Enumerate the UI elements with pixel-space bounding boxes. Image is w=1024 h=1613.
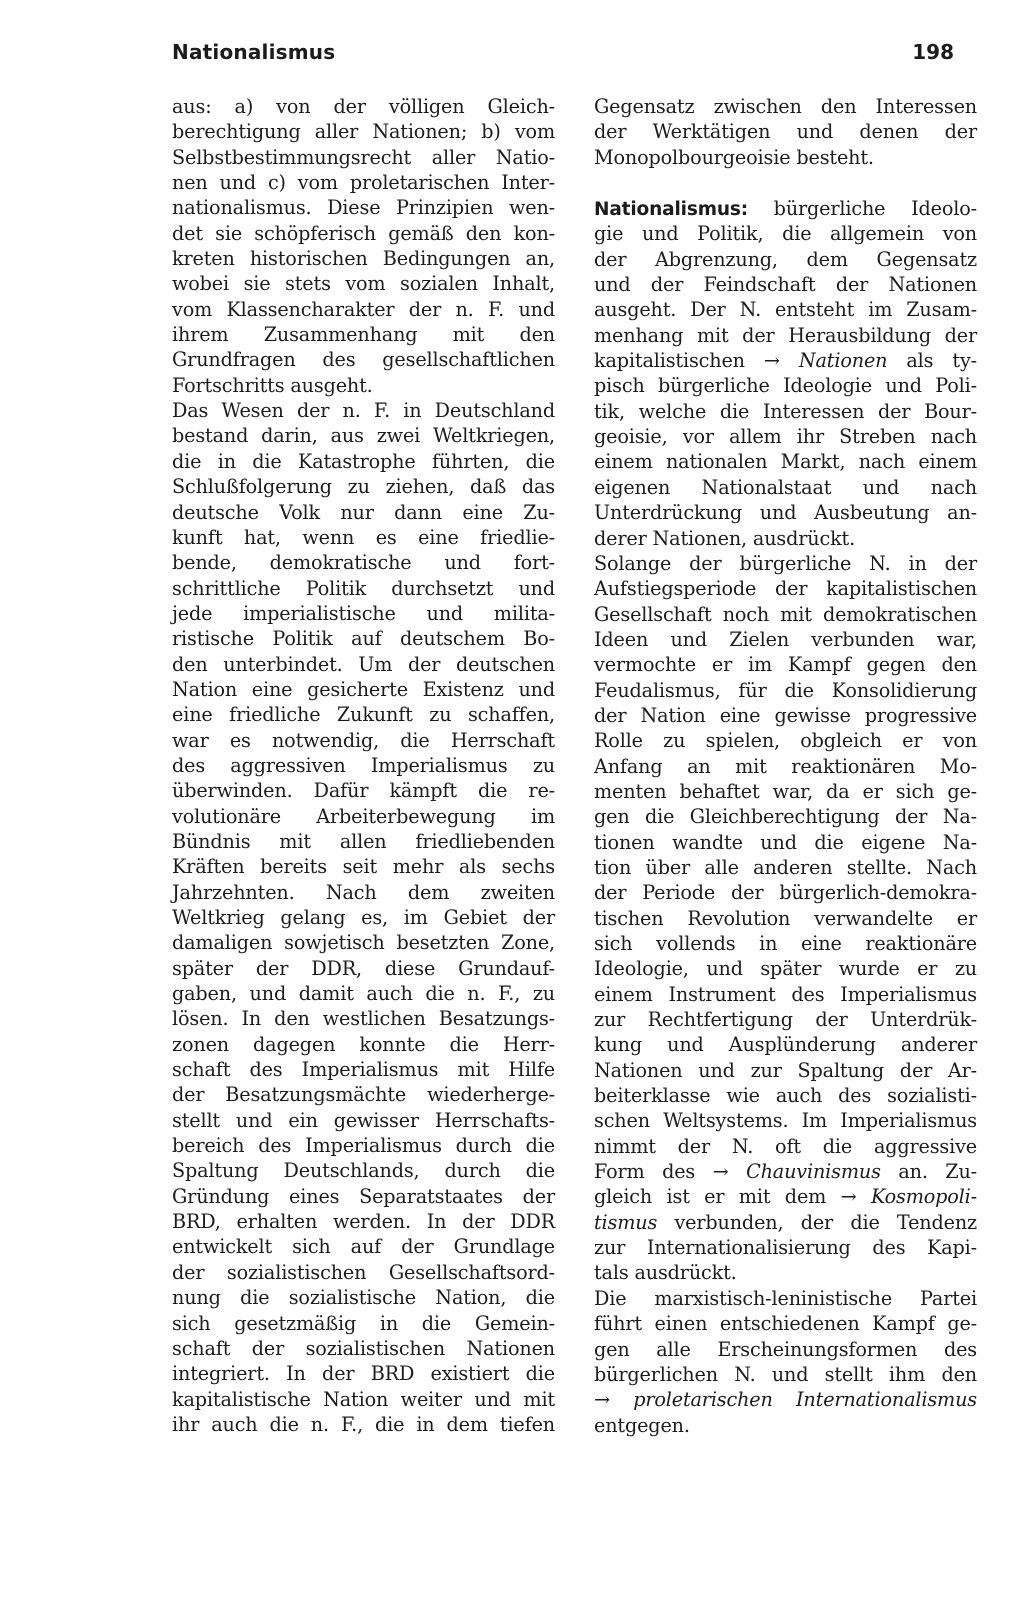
text-segment: Form des → [594, 1160, 747, 1184]
text-line: det sie schöpferisch gemäß den kon- [172, 221, 555, 245]
text-line: nen und c) vom proletarischen Inter- [172, 171, 555, 195]
text-line: zur Internationalisierung des Kapi- [594, 1236, 977, 1260]
text-line: wobei sie stets vom sozialen Inhalt, [172, 272, 555, 296]
text-line: menhang mit der Herausbildung der [594, 323, 977, 347]
text-line: den unterbindet. Um der deutschen [172, 652, 555, 676]
entry-term: Nationalismus: [594, 199, 748, 221]
cross-reference-chauvinismus[interactable]: Chauvinismus [746, 1160, 881, 1184]
text-segment: → [594, 1388, 634, 1412]
text-line: einem Instrument des Imperialismus [594, 982, 977, 1006]
cross-reference-kosmopolitismus-cont[interactable]: tismus [594, 1210, 658, 1234]
text-line: vom Klassencharakter der n. F. und [172, 297, 555, 321]
text-line: der Nation eine gewisse progressive [594, 703, 977, 727]
text-line: nimmt der N. oft die aggressive [594, 1134, 977, 1158]
text-line: volutionäre Arbeiterbewegung im [172, 804, 555, 828]
text-line: tik, welche die Interessen der Bour- [594, 399, 977, 423]
page-header-title: Nationalismus [172, 40, 336, 64]
cross-reference-proletarischer-internationalismus[interactable]: proletarischen Internationalismus [633, 1388, 977, 1412]
text-line [594, 1184, 977, 1209]
text-line: beiterklasse wie auch des sozialisti- [594, 1084, 977, 1108]
text-line [594, 1387, 977, 1412]
text-line: bereich des Imperialismus durch die [172, 1134, 555, 1158]
left-column [172, 94, 555, 1437]
text-line: einem nationalen Markt, nach einem [594, 450, 977, 474]
text-line: kung und Ausplünderung anderer [594, 1033, 977, 1057]
text-line: integriert. In der BRD existiert die [172, 1362, 555, 1386]
text-line: eigenen Nationalstaat und nach [594, 475, 977, 499]
text-segment: kapitalistischen → [594, 349, 799, 373]
text-line: des aggressiven Imperialismus zu [172, 753, 555, 777]
page-number: 198 [912, 40, 954, 64]
text-line: Fortschritts ausgeht. [172, 373, 373, 397]
paragraph-gap [594, 170, 977, 196]
text-line: schrittliche Politik durchsetzt und [172, 576, 555, 600]
text-line: sich vollends in eine reaktionäre [594, 932, 977, 955]
text-line: menten behaftet war, da er sich ge- [594, 779, 977, 803]
text-line: tionen wandte und die eigene Na- [594, 830, 977, 854]
text-line [594, 1159, 977, 1184]
text-line: schen Weltsystems. Im Imperialismus [594, 1109, 977, 1133]
text-line: gie und Politik, die allgemein von [594, 222, 977, 246]
text-line: Bündnis mit allen friedliebenden [172, 829, 555, 853]
text-line: sich gesetzmäßig in die Gemein- [172, 1311, 555, 1335]
text-line: ausgeht. Der N. entsteht im Zusam- [594, 298, 977, 322]
text-line: Rolle zu spielen, obgleich er von [594, 729, 977, 753]
text-line: schaft des Imperialismus mit Hilfe [172, 1058, 555, 1082]
text-line: tion über alle anderen stellte. Nach [594, 855, 977, 879]
text-line: Nation eine gesicherte Existenz und [172, 677, 555, 701]
text-line: bende, demokratische und fort- [172, 551, 555, 575]
text-line: der sozialistischen Gesellschaftsord- [172, 1260, 555, 1284]
text-line: eine friedliche Zukunft zu schaffen, [172, 703, 555, 727]
text-line: tals ausdrückt. [594, 1261, 737, 1285]
text-line: gaben, und damit auch die n. F., zu [172, 982, 555, 1006]
text-segment: verbunden, der die Tendenz [657, 1210, 977, 1234]
text-line: bürgerlichen N. und stellt ihm den [594, 1362, 977, 1386]
text-line: überwinden. Dafür kämpft die re- [172, 779, 555, 803]
text-segment: an. Zu- [880, 1160, 978, 1184]
text-line: Jahrzehnten. Nach dem zweiten [172, 880, 555, 904]
text-line: deutsche Volk nur dann eine Zu- [172, 500, 555, 524]
text-line: Die marxistisch-leninistische Partei [594, 1286, 977, 1310]
text-line: bestand darin, aus zwei Weltkriegen, [172, 424, 555, 448]
text-line: Feudalismus, für die Konsolidierung [594, 678, 977, 702]
text-line: Gegensatz zwischen den Interessen [594, 95, 977, 118]
text-line: und der Feindschaft der Nationen [594, 273, 977, 297]
text-line: zonen dagegen konnte die Herr- [172, 1032, 555, 1056]
text-line: Gründung eines Separatstaates der [172, 1184, 555, 1208]
text-line: war es notwendig, die Herrschaft [172, 728, 555, 752]
text-line: ristische Politik auf deutschem Bo- [172, 627, 555, 651]
text-line: der Periode der bürgerlich-demokra- [594, 881, 977, 905]
text-line: ihr auch die n. F., die in dem tiefen [172, 1412, 555, 1436]
text-line: jede imperialistische und milita- [172, 601, 555, 625]
text-line: kapitalistische Nation weiter und mit [172, 1387, 555, 1411]
text-line: damaligen sowjetisch besetzten Zone, [172, 931, 555, 955]
text-line [594, 348, 977, 373]
text-line: Anfang an mit reaktionären Mo- [594, 754, 977, 778]
text-line: führt einen entschiedenen Kampf ge- [594, 1312, 977, 1336]
text-line: Das Wesen der n. F. in Deutschland [172, 399, 555, 423]
text-line: Monopolbourgeoisie besteht. [594, 145, 874, 169]
text-segment: als ty- [887, 349, 977, 373]
text-line: kreten historischen Bedingungen an, [172, 247, 555, 271]
text-line: stellt und ein gewisser Herrschafts- [172, 1108, 555, 1132]
cross-reference-nationen[interactable]: Nationen [798, 349, 888, 373]
text-segment: gleich ist er mit dem → [594, 1185, 871, 1209]
text-line: geoisie, vor allem ihr Streben nach [594, 425, 977, 449]
text-line: berechtigung aller Nationen; b) vom [172, 120, 555, 144]
text-line: derer Nationen, ausdrückt. [594, 526, 856, 550]
text-line: lösen. In den westlichen Besatzungs- [172, 1007, 555, 1031]
text-line: später der DDR, diese Grundauf- [172, 956, 555, 980]
text-line: schaft der sozialistischen Nationen [172, 1336, 555, 1360]
right-column [594, 94, 977, 1438]
text-line: Kräften bereits seit mehr als sechs [172, 855, 555, 879]
text-line: nationalismus. Diese Prinzipien wen- [172, 196, 555, 220]
text-line: BRD, erhalten werden. In der DDR [172, 1210, 555, 1234]
text-line: Solange der bürgerliche N. in der [594, 551, 977, 575]
entry-text: bürgerliche Ideolo- [747, 197, 977, 221]
text-line: nung die sozialistische Nation, die [172, 1286, 555, 1310]
text-line: Nationen und zur Spaltung der Ar- [594, 1058, 977, 1082]
text-line: kunft hat, wenn es eine friedlie- [172, 525, 555, 549]
text-line: Ideen und Zielen verbunden war, [594, 627, 977, 651]
text-line: Unterdrückung und Ausbeutung an- [594, 501, 977, 525]
text-line: entwickelt sich auf der Grundlage [172, 1235, 555, 1259]
text-line: Spaltung Deutschlands, durch die [172, 1159, 555, 1183]
text-line: ihrem Zusammenhang mit den [172, 323, 555, 347]
cross-reference-kosmopolitismus[interactable]: Kosmopoli- [870, 1185, 977, 1209]
text-line: Gesellschaft noch mit demokratischen [594, 602, 977, 626]
text-line: tischen Revolution verwandelte er [594, 906, 977, 930]
text-line: zur Rechtfertigung der Unterdrük- [594, 1008, 977, 1032]
text-line: der Werktätigen und denen der [594, 120, 977, 144]
text-line: Selbstbestimmungsrecht aller Natio- [172, 145, 555, 169]
entry-heading-line [594, 196, 977, 221]
text-line: vermochte er im Kampf gegen den [594, 653, 977, 677]
text-line [594, 1210, 977, 1235]
text-line: gen die Gleichberechtigung der Na- [594, 805, 977, 829]
text-line: pisch bürgerliche Ideologie und Poli- [594, 374, 977, 398]
text-line: Weltkrieg gelang es, im Gebiet der [172, 906, 555, 929]
text-line: Grundfragen des gesellschaftlichen [172, 348, 555, 372]
text-line: aus: a) von der völligen Gleich- [172, 95, 555, 118]
text-line: die in die Katastrophe führten, die [172, 449, 555, 473]
text-line: der Abgrenzung, dem Gegensatz [594, 247, 977, 271]
text-line: entgegen. [594, 1413, 690, 1437]
text-line: gen alle Erscheinungsformen des [594, 1337, 977, 1361]
text-line: Ideologie, und später wurde er zu [594, 957, 977, 981]
text-line: der Besatzungsmächte wiederherge- [172, 1083, 555, 1107]
text-line: Schlußfolgerung zu ziehen, daß das [172, 475, 555, 499]
text-line: Aufstiegsperiode der kapitalistischen [594, 577, 977, 601]
